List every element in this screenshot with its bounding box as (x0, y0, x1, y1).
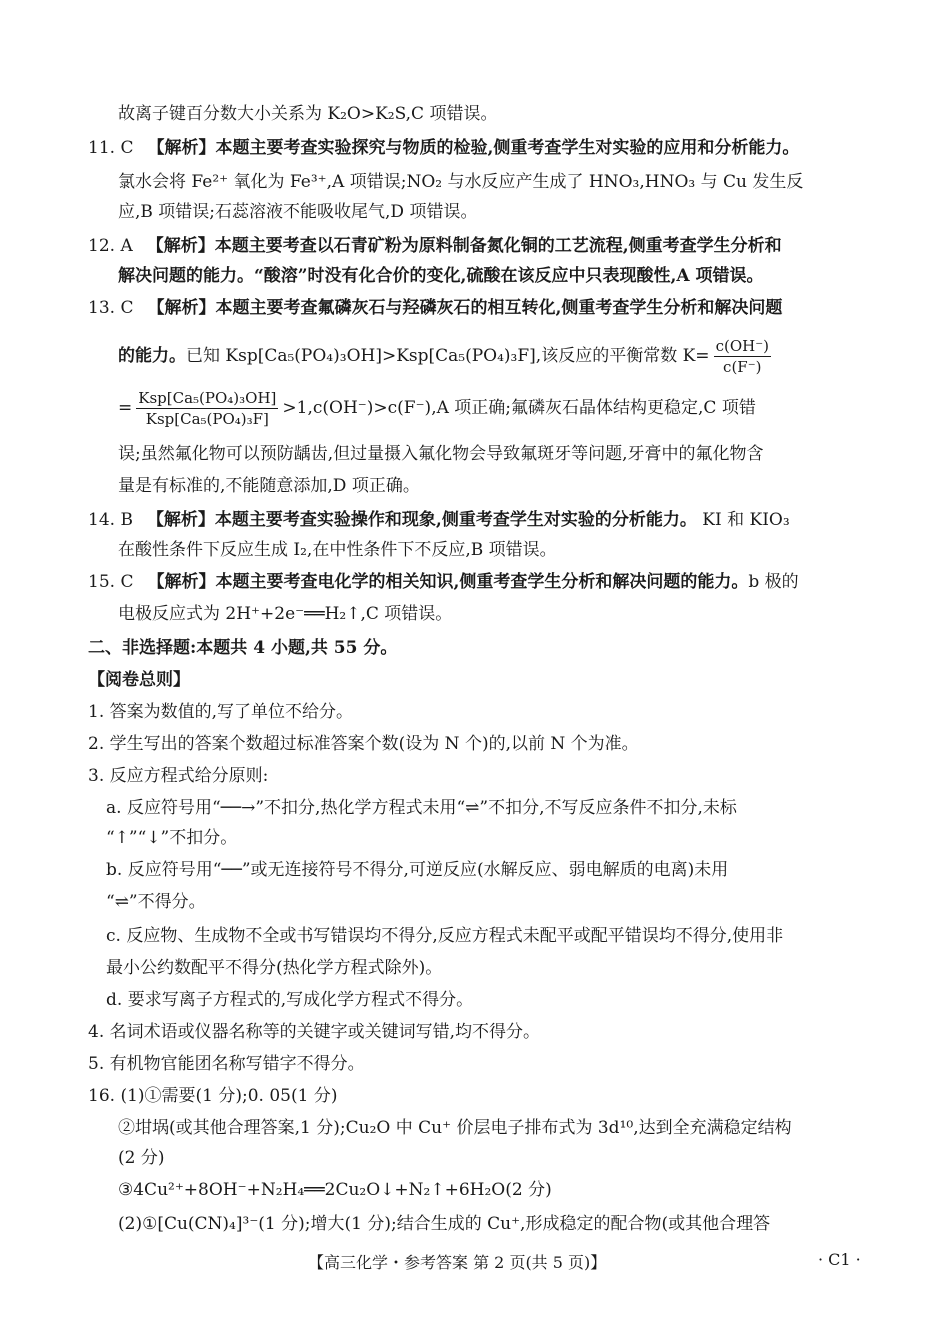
rule-3c-line2: 最小公约数配平不得分(热化学方程式除外)。 (106, 958, 443, 978)
fraction-ksp (136, 388, 278, 429)
text-span: KI 和 KIO₃ (702, 510, 790, 530)
rule-4: 4. 名词术语或仪器名称等的关键字或关键词写错,均不得分。 (88, 1022, 541, 1042)
fraction-denominator: c(F⁻) (723, 358, 762, 376)
question-number: 14. B (88, 510, 133, 530)
text-span: 解决问题的能力。“酸溶”时没有化合价的变化,硫酸在该反应中只表现酸性,A 项错误。 (118, 266, 764, 286)
text-span: 已知 Ksp[Ca₅(PO₄)₃OH]>Ksp[Ca₅(PO₄)₃F],该反应的平衡常数 K= (186, 346, 710, 366)
text-line: 量是有标准的,不能随意添加,D 项正确。 (118, 476, 420, 496)
question-number: 12. A (88, 236, 133, 256)
analysis-heading: 【解析】本题主要考查电化学的相关知识,侧重考查学生分析和解决问题的能力。 (147, 572, 749, 592)
formula-line-2 (118, 388, 756, 429)
question-13 (88, 296, 782, 320)
rule-3c-line1: c. 反应物、生成物不全或书写错误均不得分,反应方程式未配平或配平错误均不得分,使用非 (106, 926, 784, 946)
equals-sign: = (118, 398, 133, 418)
rule-1: 1. 答案为数值的,写了单位不给分。 (88, 702, 354, 722)
rule-5: 5. 有机物官能团名称写错字不得分。 (88, 1054, 365, 1074)
text-span: 的能力。 (118, 346, 186, 366)
fraction-k (714, 336, 771, 377)
text-line: 氯水会将 Fe²⁺ 氧化为 Fe³⁺,A 项错误;NO₂ 与水反应产生成了 HNO₃,HNO₃ 与 Cu 发生反 (118, 172, 804, 192)
rule-3d: d. 要求写离子方程式的,写成化学方程式不得分。 (106, 990, 474, 1010)
text-span: >1,c(OH⁻)>c(F⁻),A 项正确;氟磷灰石晶体结构更稳定,C 项错 (282, 398, 756, 418)
footer-code: · C1 · (818, 1250, 861, 1269)
question-16-line1: 16. (1)①需要(1 分);0. 05(1 分) (88, 1086, 338, 1106)
text-line: ②坩埚(或其他合理答案,1 分);Cu₂O 中 Cu⁺ 价层电子排布式为 3d¹⁰,达到全充满稳定结构 (118, 1118, 792, 1138)
rule-3: 3. 反应方程式给分原则: (88, 766, 269, 786)
rule-2: 2. 学生写出的答案个数超过标准答案个数(设为 N 个)的,以前 N 个为准。 (88, 734, 639, 754)
analysis-heading: 【解析】本题主要考查实验探究与物质的检验,侧重考查学生对实验的应用和分析能力。 (147, 138, 800, 158)
rule-3b-line2: “⇌”不得分。 (106, 892, 206, 912)
question-14 (88, 508, 790, 532)
text-line (118, 264, 764, 288)
fraction-denominator: Ksp[Ca₅(PO₄)₃F] (145, 410, 269, 428)
text-line: 电极反应式为 2H⁺+2e⁻══H₂↑,C 项错误。 (118, 604, 453, 624)
analysis-heading: 【解析】本题主要考查氟磷灰石与羟磷灰石的相互转化,侧重考查学生分析和解决问题 (147, 298, 783, 318)
rules-title: 【阅卷总则】 (88, 670, 190, 690)
rule-3a-line2: “↑”“↓”不扣分。 (106, 828, 238, 848)
question-number: 13. C (88, 298, 134, 318)
analysis-heading: 【解析】本题主要考查实验操作和现象,侧重考查学生对实验的分析能力。 (146, 510, 697, 530)
text-line: 应,B 项错误;石蕊溶液不能吸收尾气,D 项错误。 (118, 202, 478, 222)
question-11 (88, 136, 799, 160)
text-line: (2)①[Cu(CN)₄]³⁻(1 分);增大(1 分);结合生成的 Cu⁺,形成稳定的配合物(或其他合理答 (118, 1214, 771, 1234)
rule-3b-line1: b. 反应符号用“──”或无连接符号不得分,可逆反应(水解反应、弱电解质的电离)未用 (106, 860, 729, 880)
text-span: b 极的 (748, 572, 799, 592)
formula-line-1 (118, 336, 775, 377)
rule-3a-line1: a. 反应符号用“──→”不扣分,热化学方程式未用“⇌”不扣分,不写反应条件不扣分,未标 (106, 798, 737, 818)
analysis-heading: 【解析】本题主要考查以石青矿粉为原料制备氮化铜的工艺流程,侧重考查学生分析和 (146, 236, 782, 256)
text-line: 故离子键百分数大小关系为 K₂O>K₂S,C 项错误。 (118, 104, 498, 124)
text-line: 在酸性条件下反应生成 I₂,在中性条件下不反应,B 项错误。 (118, 540, 557, 560)
footer-page-info: 【高三化学・参考答案 第 2 页(共 5 页)】 (308, 1253, 607, 1272)
question-number: 15. C (88, 572, 134, 592)
text-line: ③4Cu²⁺+8OH⁻+N₂H₄══2Cu₂O↓+N₂↑+6H₂O(2 分) (118, 1180, 552, 1200)
question-12 (88, 234, 782, 258)
question-number: 11. C (88, 138, 134, 158)
question-15 (88, 570, 799, 594)
fraction-numerator: Ksp[Ca₅(PO₄)₃OH] (138, 389, 277, 407)
text-line: (2 分) (118, 1148, 165, 1168)
fraction-numerator: c(OH⁻) (715, 337, 769, 355)
section-heading: 二、非选择题:本题共 4 小题,共 55 分。 (88, 638, 398, 658)
text-line: 误;虽然氟化物可以预防龋齿,但过量摄入氟化物会导致氟斑牙等问题,牙膏中的氟化物含 (118, 444, 764, 464)
